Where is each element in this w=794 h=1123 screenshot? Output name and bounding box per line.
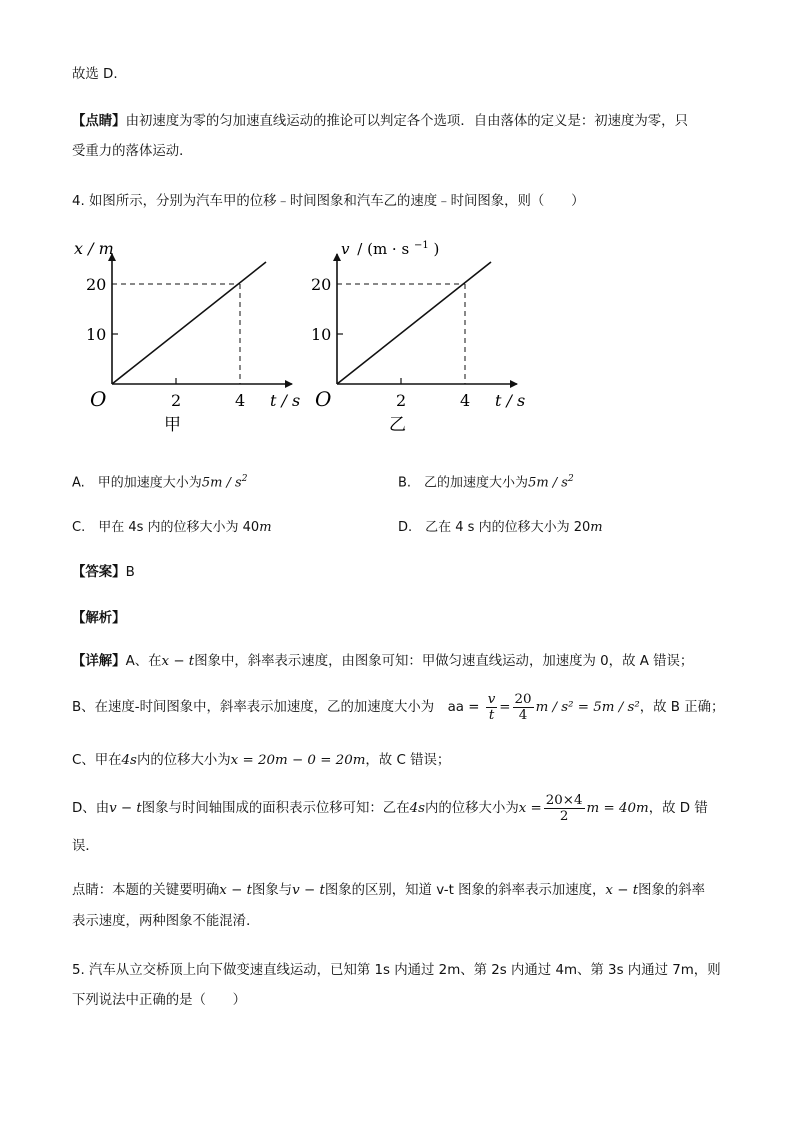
yi-xtick-2: 2 [396, 391, 407, 410]
yi-ytick-20: 20 [311, 275, 332, 294]
detail-b-frac2 [513, 692, 534, 723]
jia-xtick-4: 4 [235, 391, 246, 410]
detail-d-pre: D、由 [72, 801, 110, 816]
detail-d-math4: m = 40m [586, 801, 649, 816]
dianjing-tag: 【点睛】 [72, 114, 126, 129]
graph-yi [295, 232, 535, 432]
dianjing2-math2: v − t [292, 883, 325, 898]
yi-ylabel-close: ) [433, 240, 440, 258]
dianjing2-line-1 [72, 882, 705, 900]
option-b-text: B. 乙的加速度大小为 [398, 475, 529, 491]
jia-ytick-10: 10 [86, 325, 107, 344]
dianjing2-math1: x − t [219, 883, 252, 898]
option-c-text: C. 甲在 4s 内的位移大小为 40 [72, 520, 260, 535]
detail-a-pre: A、在 [125, 654, 162, 669]
option-a[interactable] [72, 470, 247, 492]
graph-jia [70, 232, 310, 432]
detail-c-math2: x = 20m − 0 = 20m [230, 753, 366, 768]
detail-c-post: ，故 C 错误； [365, 753, 451, 768]
dianjing2-mid2: 图象的区别，知道 v-t 图象的斜率表示加速度， [324, 883, 606, 898]
detail-d-frac [544, 793, 585, 824]
detail-b-frac1 [486, 692, 498, 723]
dianjing-text-1: 由初速度为零的匀加速直线运动的推论可以判定各个选项．自由落体的定义是：初速度为零，只 [125, 114, 688, 129]
dianjing2-line-2: 表示速度，两种图象不能混淆． [72, 914, 260, 929]
detail-d-frac-den: 2 [559, 808, 569, 824]
detail-c-math1: 4s [121, 753, 137, 768]
detail-d-math2: 4s [409, 801, 425, 816]
jia-ytick-20: 20 [86, 275, 107, 294]
yi-ylabel-unit: / (m · s [357, 240, 410, 258]
jia-ylabel: x / m [74, 239, 114, 258]
option-a-text: A. 甲的加速度大小为 [72, 475, 202, 491]
option-b[interactable] [398, 470, 574, 492]
detail-d-mid2: 内的位移大小为 [425, 801, 519, 816]
analysis-tag: 【解析】 [72, 611, 126, 626]
option-c-unit: m [259, 520, 272, 535]
jia-caption: 甲 [164, 415, 181, 432]
q4-stem: 4. 如图所示，分别为汽车甲的位移﹣时间图象和汽车乙的速度﹣时间图象，则（ ） [72, 194, 585, 209]
detail-d-frac-num: 20×4 [545, 792, 583, 808]
answer-tag: 【答案】 [72, 565, 126, 580]
option-d[interactable] [398, 519, 603, 537]
dianjing-line-1 [72, 113, 688, 131]
jia-xlabel: t / s [270, 391, 301, 410]
prev-answer-line: 故选 D. [72, 67, 118, 82]
detail-d-line-2: 误． [72, 839, 99, 854]
dianjing2-mid1: 图象与 [251, 883, 293, 898]
detail-d-line [72, 791, 708, 827]
yi-data-line [337, 262, 491, 384]
option-c[interactable] [72, 519, 272, 537]
jia-origin: O [90, 387, 107, 411]
detail-b-frac2-num: 20 [514, 691, 532, 707]
option-d-text: D. 乙在 4 s 内的位移大小为 20 [398, 520, 591, 535]
detail-tag: 【详解】 [72, 654, 126, 669]
detail-a-post: 图象中，斜率表示速度，由图象可知：甲做匀速直线运动，加速度为 0，故 A 错误； [194, 654, 694, 669]
detail-b-pre: B、在速度-时间图象中，斜率表示加速度，乙的加速度大小为 aa = [72, 700, 480, 715]
detail-d-post: ，故 D 错 [648, 801, 708, 816]
dianjing2-math3: x − t [605, 883, 639, 898]
yi-ylabel-exp: −1 [413, 240, 429, 251]
detail-b-frac1-num: v [487, 691, 496, 707]
option-a-exp: 2 [241, 474, 248, 484]
detail-a-math: x − t [161, 654, 195, 669]
detail-d-mid1: 图象与时间轴围成的面积表示位移可知：乙在 [141, 801, 410, 816]
option-b-exp: 2 [567, 474, 574, 484]
q5-line-2: 下列说法中正确的是（ ） [72, 993, 247, 1008]
answer-value: B [125, 565, 135, 580]
detail-d-math3: x = [518, 801, 542, 816]
detail-c-line [72, 752, 450, 770]
yi-xlabel: t / s [495, 391, 526, 410]
detail-c-pre: C、甲在 [72, 753, 122, 768]
dianjing2-end: 图象的斜率 [638, 883, 706, 898]
yi-ylabel [341, 234, 439, 258]
answer-line [72, 564, 135, 582]
detail-b-post: ，故 B 正确； [639, 700, 725, 715]
jia-data-line [112, 262, 266, 384]
yi-ytick-10: 10 [311, 325, 332, 344]
yi-xtick-4: 4 [460, 391, 471, 410]
q5-line-1: 5. 汽车从立交桥顶上向下做变速直线运动，已知第 1s 内通过 2m、第 2s 内通过 4m、第 3s 内通过 7m，则 [72, 963, 721, 978]
option-d-unit: m [590, 520, 603, 535]
detail-b-result: m / s² = 5m / s² [535, 700, 640, 715]
detail-b-line [72, 690, 724, 726]
option-b-math: 5m / s [528, 475, 568, 491]
detail-c-mid: 内的位移大小为 [136, 753, 231, 768]
detail-b-eq: = [499, 700, 511, 715]
dianjing-line-2: 受重力的落体运动． [72, 144, 193, 159]
jia-xtick-2: 2 [171, 391, 182, 410]
yi-ylabel-v: v [341, 240, 350, 258]
detail-a-line [72, 653, 693, 671]
yi-origin: O [315, 387, 332, 411]
detail-b-frac2-den: 4 [518, 707, 528, 723]
yi-caption: 乙 [389, 415, 406, 432]
detail-b-frac1-den: t [488, 707, 495, 723]
dianjing2-pre: 点睛：本题的关键要明确 [72, 883, 220, 898]
detail-d-math1: v − t [109, 801, 142, 816]
option-a-math: 5m / s [201, 475, 242, 491]
